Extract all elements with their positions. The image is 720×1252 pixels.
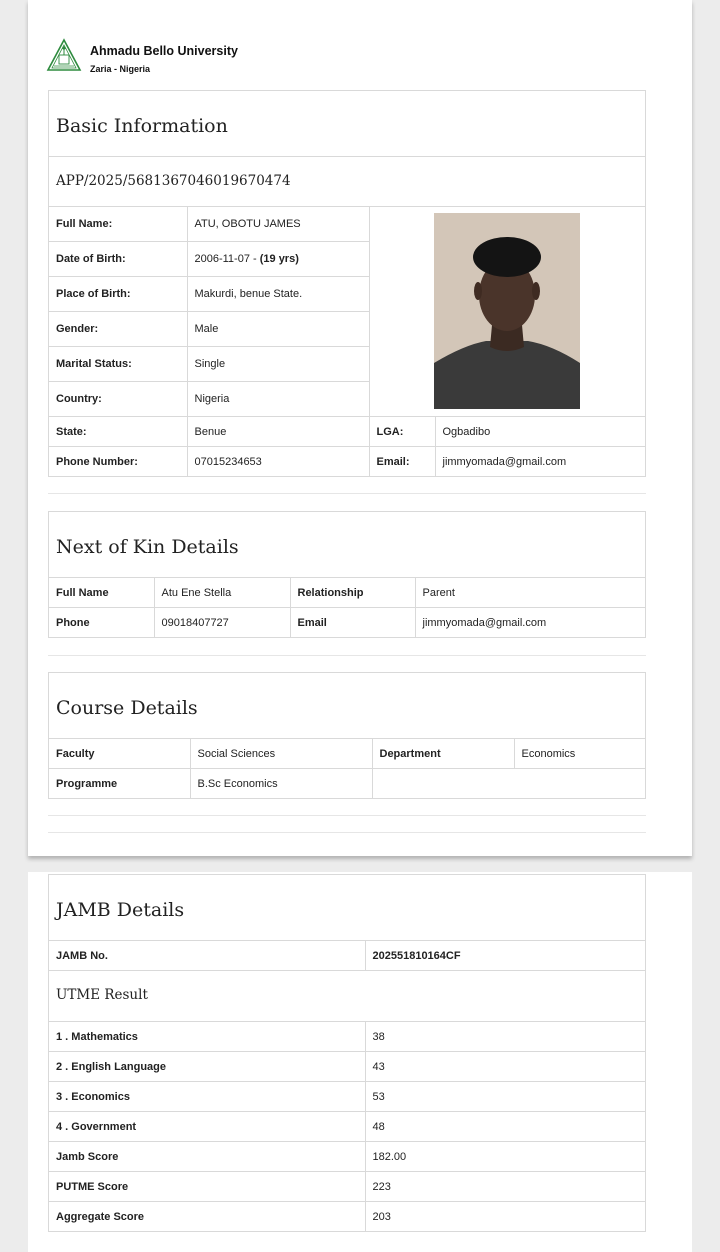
divider — [48, 815, 646, 816]
table-row — [49, 608, 645, 638]
field-label: Relationship — [290, 578, 415, 608]
subject-label: 4 . Government — [49, 1112, 365, 1142]
score-value: 38 — [365, 1022, 645, 1052]
empty-cell — [372, 769, 645, 799]
subject-label: 3 . Economics — [49, 1082, 365, 1112]
divider — [48, 655, 646, 656]
score-value: 48 — [365, 1112, 645, 1142]
jamb-number-value: 202551810164CF — [365, 941, 645, 971]
table-row — [49, 1022, 645, 1052]
field-value: Makurdi, benue State. — [187, 277, 369, 312]
field-value: Single — [187, 347, 369, 382]
field-label: Place of Birth: — [49, 277, 187, 312]
field-label: State: — [49, 417, 187, 447]
field-label: Country: — [49, 382, 187, 417]
field-value: 09018407727 — [154, 608, 290, 638]
kin-table — [49, 578, 645, 637]
subject-label: Aggregate Score — [49, 1202, 365, 1232]
basic-info-table — [49, 207, 645, 476]
utme-result-table — [49, 1022, 645, 1231]
field-label: LGA: — [369, 417, 435, 447]
next-of-kin-section — [48, 511, 646, 638]
field-value: Male — [187, 312, 369, 347]
basic-information-section — [48, 90, 646, 477]
table-row — [49, 447, 645, 477]
field-value — [187, 242, 369, 277]
field-label: Faculty — [49, 739, 190, 769]
document-page-1 — [28, 0, 692, 856]
field-value: ATU, OBOTU JAMES — [187, 207, 369, 242]
subject-label: 2 . English Language — [49, 1052, 365, 1082]
document-page-2 — [28, 872, 692, 1252]
university-logo-icon — [46, 38, 82, 74]
field-value: B.Sc Economics — [190, 769, 372, 799]
score-value: 203 — [365, 1202, 645, 1232]
score-value: 182.00 — [365, 1142, 645, 1172]
field-label: Email: — [369, 447, 435, 477]
field-value: Economics — [514, 739, 645, 769]
field-label: Phone — [49, 608, 154, 638]
table-row — [49, 578, 645, 608]
subject-label: Jamb Score — [49, 1142, 365, 1172]
university-location: Zaria - Nigeria — [90, 64, 151, 74]
section-title: Course Details — [49, 673, 645, 739]
photo-cell — [369, 207, 645, 417]
field-value: jimmyomada@gmail.com — [435, 447, 645, 477]
university-name: Ahmadu Bello University — [90, 44, 238, 58]
field-label: Email — [290, 608, 415, 638]
table-row — [49, 1112, 645, 1142]
section-title: Basic Information — [49, 91, 645, 157]
field-value: 07015234653 — [187, 447, 369, 477]
subject-label: 1 . Mathematics — [49, 1022, 365, 1052]
subject-label: PUTME Score — [49, 1172, 365, 1202]
section-title: Next of Kin Details — [49, 512, 645, 578]
score-value: 53 — [365, 1082, 645, 1112]
divider — [48, 493, 646, 494]
score-value: 223 — [365, 1172, 645, 1202]
field-label: Programme — [49, 769, 190, 799]
field-label: Date of Birth: — [49, 242, 187, 277]
field-value: Benue — [187, 417, 369, 447]
course-details-section — [48, 672, 646, 799]
field-label: Phone Number: — [49, 447, 187, 477]
table-row — [49, 1082, 645, 1112]
jamb-details-section — [48, 874, 646, 1232]
table-row — [49, 739, 645, 769]
field-value: Ogbadibo — [435, 417, 645, 447]
score-value: 43 — [365, 1052, 645, 1082]
table-row — [49, 207, 645, 242]
divider — [48, 832, 646, 833]
field-value: Social Sciences — [190, 739, 372, 769]
table-row — [49, 1172, 645, 1202]
table-row — [49, 941, 645, 971]
dob-value: 2006-11-07 - — [194, 253, 260, 265]
age-value: (19 yrs) — [259, 253, 299, 265]
field-label: Full Name: — [49, 207, 187, 242]
table-row — [49, 769, 645, 799]
table-row — [49, 1052, 645, 1082]
section-title: JAMB Details — [49, 875, 645, 941]
table-row — [49, 1142, 645, 1172]
utme-result-title: UTME Result — [49, 971, 645, 1022]
application-number: APP/2025/5681367046019670474 — [49, 157, 645, 207]
field-label: Gender: — [49, 312, 187, 347]
field-label: Marital Status: — [49, 347, 187, 382]
field-value: Atu Ene Stella — [154, 578, 290, 608]
field-value: Nigeria — [187, 382, 369, 417]
field-label: Department — [372, 739, 514, 769]
applicant-photo — [434, 213, 580, 409]
course-table — [49, 739, 645, 798]
table-row — [49, 417, 645, 447]
field-label: JAMB No. — [49, 941, 365, 971]
jamb-number-table — [49, 941, 645, 971]
field-value: Parent — [415, 578, 645, 608]
table-row — [49, 1202, 645, 1232]
field-label: Full Name — [49, 578, 154, 608]
field-value: jimmyomada@gmail.com — [415, 608, 645, 638]
